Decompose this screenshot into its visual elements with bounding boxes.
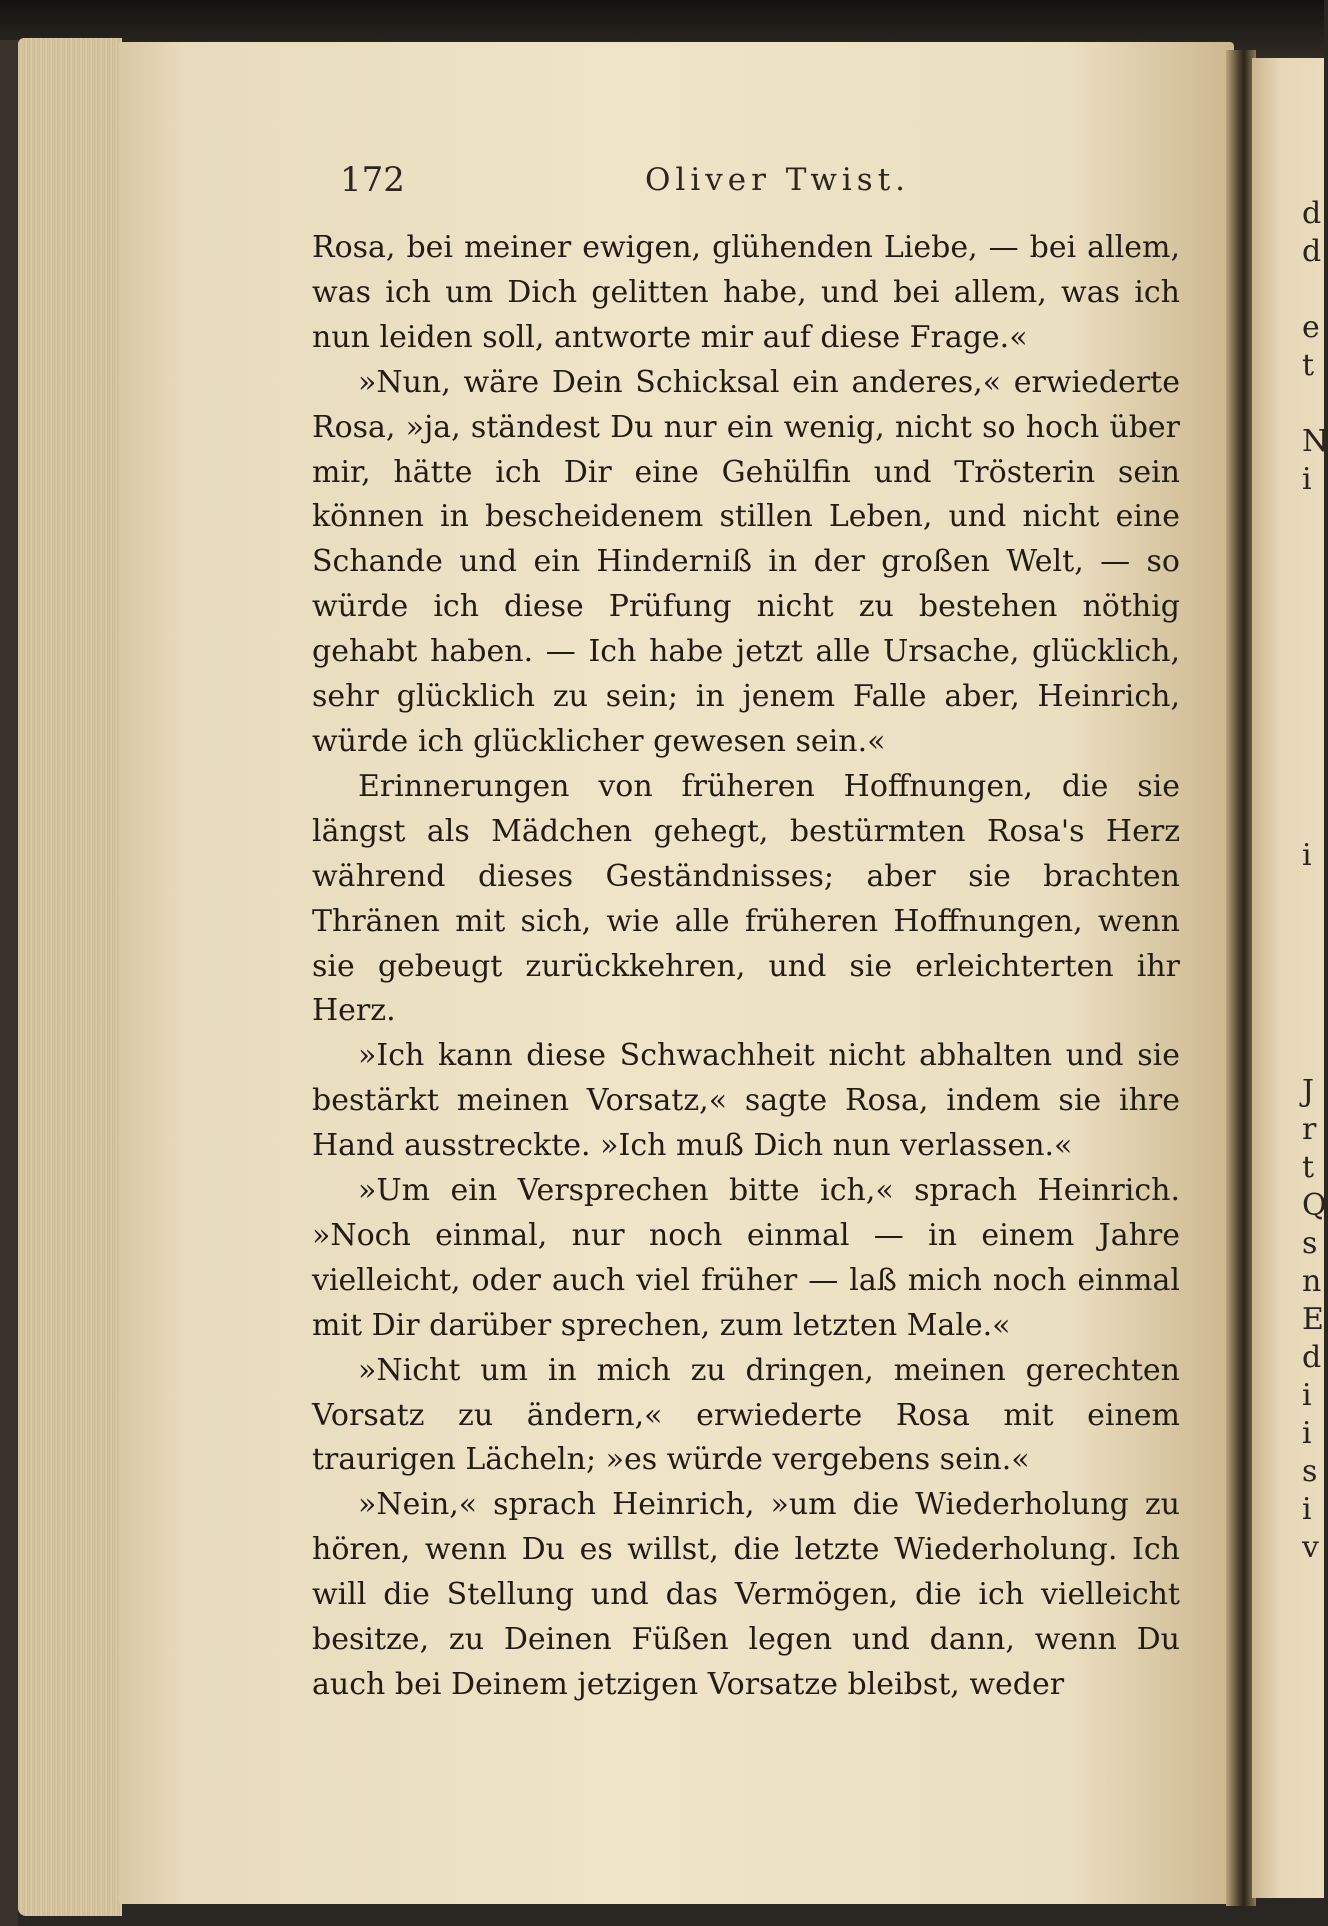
facing-page-fragment: d bbox=[1302, 234, 1322, 269]
facing-page-fragment: E bbox=[1302, 1302, 1324, 1337]
body-text bbox=[312, 226, 1180, 1708]
paragraph: Erinnerungen von früheren Hoffnungen, die sie längst als Mädchen gehegt, bestürmten Rosa's Herz während dieses Geständnisses; aber sie brachten Thränen mit sich, wie alle früheren Hoffnungen, wenn sie gebeugt zurückkehren, und sie erleichterten ihr Herz. bbox=[312, 768, 1180, 1029]
facing-page-fragment: s bbox=[1302, 1226, 1318, 1261]
facing-page-fragment: i bbox=[1302, 1416, 1312, 1451]
facing-page-fragment: t bbox=[1302, 1150, 1315, 1185]
paragraph: »Nun, wäre Dein Schicksal ein anderes,« erwiederte Rosa, »ja, ständest Du nur ein wenig, nicht so hoch über mir, hätte ich Dir eine Gehülfin und Trösterin sein können in bescheidenem stillen Leben, und nicht eine Schande und ein Hinderniß in der großen Welt, — so würde ich diese Prüfung nicht zu bestehen nöthig gehabt haben. — Ich habe jetzt alle Ursache, glücklich, sehr glücklich zu sein; in jenem Falle aber, Heinrich, würde ich glücklicher gewesen sein.« bbox=[312, 364, 1180, 759]
paragraph: »Nein,« sprach Heinrich, »um die Wiederholung zu hören, wenn Du es willst, die letzte Wiederholung. Ich will die Stellung und das Vermögen, die ich vielleicht besitze, zu Deinen Füßen legen und dann, wenn Du auch bei Deinem jetzigen Vorsatze bleibst, weder bbox=[312, 1487, 1180, 1702]
paragraph: »Ich kann diese Schwachheit nicht abhalten und sie bestärkt meinen Vorsatz,« sagte Rosa, indem sie ihre Hand ausstreckte. »Ich muß Dich nun verlassen.« bbox=[312, 1038, 1180, 1164]
facing-page-fragment: i bbox=[1302, 1378, 1312, 1413]
facing-page-fragment: s bbox=[1302, 1454, 1318, 1489]
facing-page-fragment: d bbox=[1302, 1340, 1322, 1375]
facing-page-fragment: J bbox=[1302, 1074, 1315, 1109]
page-header bbox=[340, 160, 1240, 210]
facing-page-fragment: i bbox=[1302, 1492, 1312, 1527]
page-number: 172 bbox=[340, 160, 405, 200]
facing-page-fragment: i bbox=[1302, 838, 1312, 873]
facing-page bbox=[1252, 58, 1328, 1898]
facing-page-fragment: t bbox=[1302, 348, 1315, 383]
page-edges bbox=[18, 38, 122, 1916]
paragraph: Rosa, bei meiner ewigen, glühenden Liebe, — bei allem, was ich um Dich gelitten habe, und bei allem, was ich nun leiden soll, antworte mir auf diese Frage.« bbox=[312, 230, 1180, 355]
facing-page-fragment: i bbox=[1302, 462, 1312, 497]
paragraph: »Nicht um in mich zu dringen, meinen gerechten Vorsatz zu ändern,« erwiederte Rosa mit einem traurigen Lächeln; »es würde vergebens sein.« bbox=[312, 1352, 1180, 1478]
facing-page-fragment: e bbox=[1302, 310, 1320, 345]
facing-page-fragment: n bbox=[1302, 1264, 1322, 1299]
running-title: Oliver Twist. bbox=[645, 162, 911, 198]
facing-page-fragment: r bbox=[1302, 1112, 1317, 1147]
facing-page-fragment: d bbox=[1302, 196, 1322, 231]
facing-page-fragment: v bbox=[1302, 1530, 1319, 1565]
book-spine bbox=[0, 40, 18, 1926]
facing-page-fragment: Q bbox=[1302, 1188, 1327, 1223]
facing-page-fragment: N bbox=[1302, 424, 1328, 459]
paragraph: »Um ein Versprechen bitte ich,« sprach Heinrich. »Noch einmal, nur noch einmal — in einem Jahre vielleicht, oder auch viel früher — laß mich noch einmal mit Dir darüber sprechen, zum letzten Male.« bbox=[312, 1173, 1180, 1343]
